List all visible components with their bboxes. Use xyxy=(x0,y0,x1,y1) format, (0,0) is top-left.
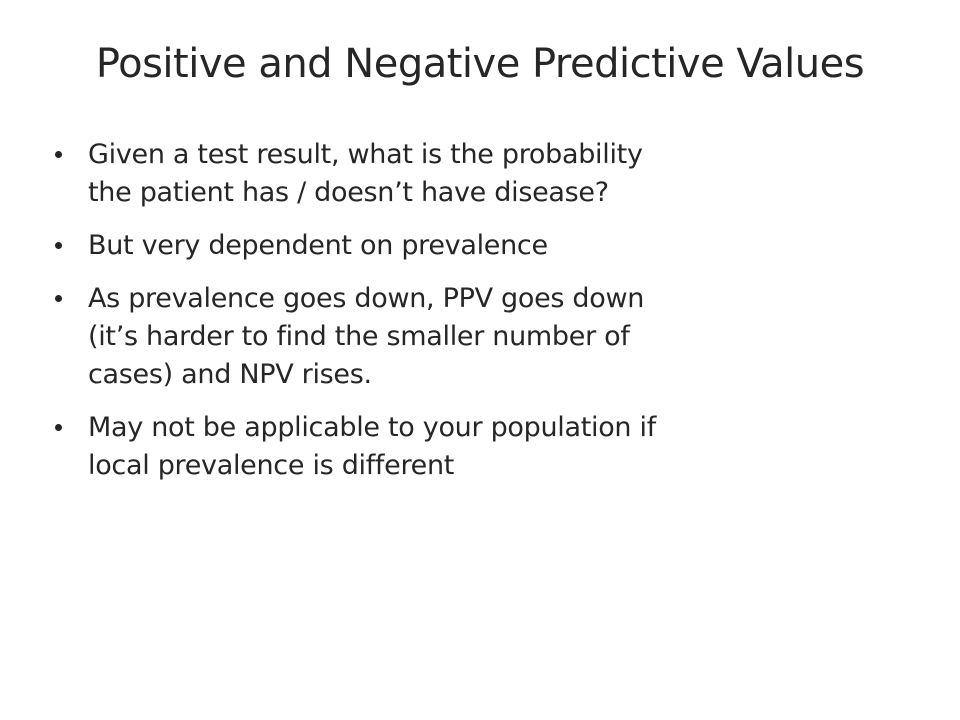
bullet-point-icon xyxy=(55,424,62,431)
bullet-item xyxy=(48,227,888,265)
bullet-point-icon xyxy=(55,151,62,158)
bullet-text: Given a test result, what is the probability the patient has / doesn’t have disease? xyxy=(88,139,643,208)
slide-title: Positive and Negative Predictive Values xyxy=(95,41,865,87)
bullet-point-icon xyxy=(55,295,62,302)
bullet-text: But very dependent on prevalence xyxy=(88,230,548,261)
bullet-text: As prevalence goes down, PPV goes down (it’s harder to find the smaller number of cases) and NPV rises. xyxy=(88,283,645,390)
bullet-text: May not be applicable to your population if local prevalence is different xyxy=(88,412,656,481)
bullet-item xyxy=(48,280,888,394)
bullet-item xyxy=(48,136,888,212)
bullet-item xyxy=(48,409,888,485)
bullet-list xyxy=(48,136,888,500)
bullet-point-icon xyxy=(55,242,62,249)
